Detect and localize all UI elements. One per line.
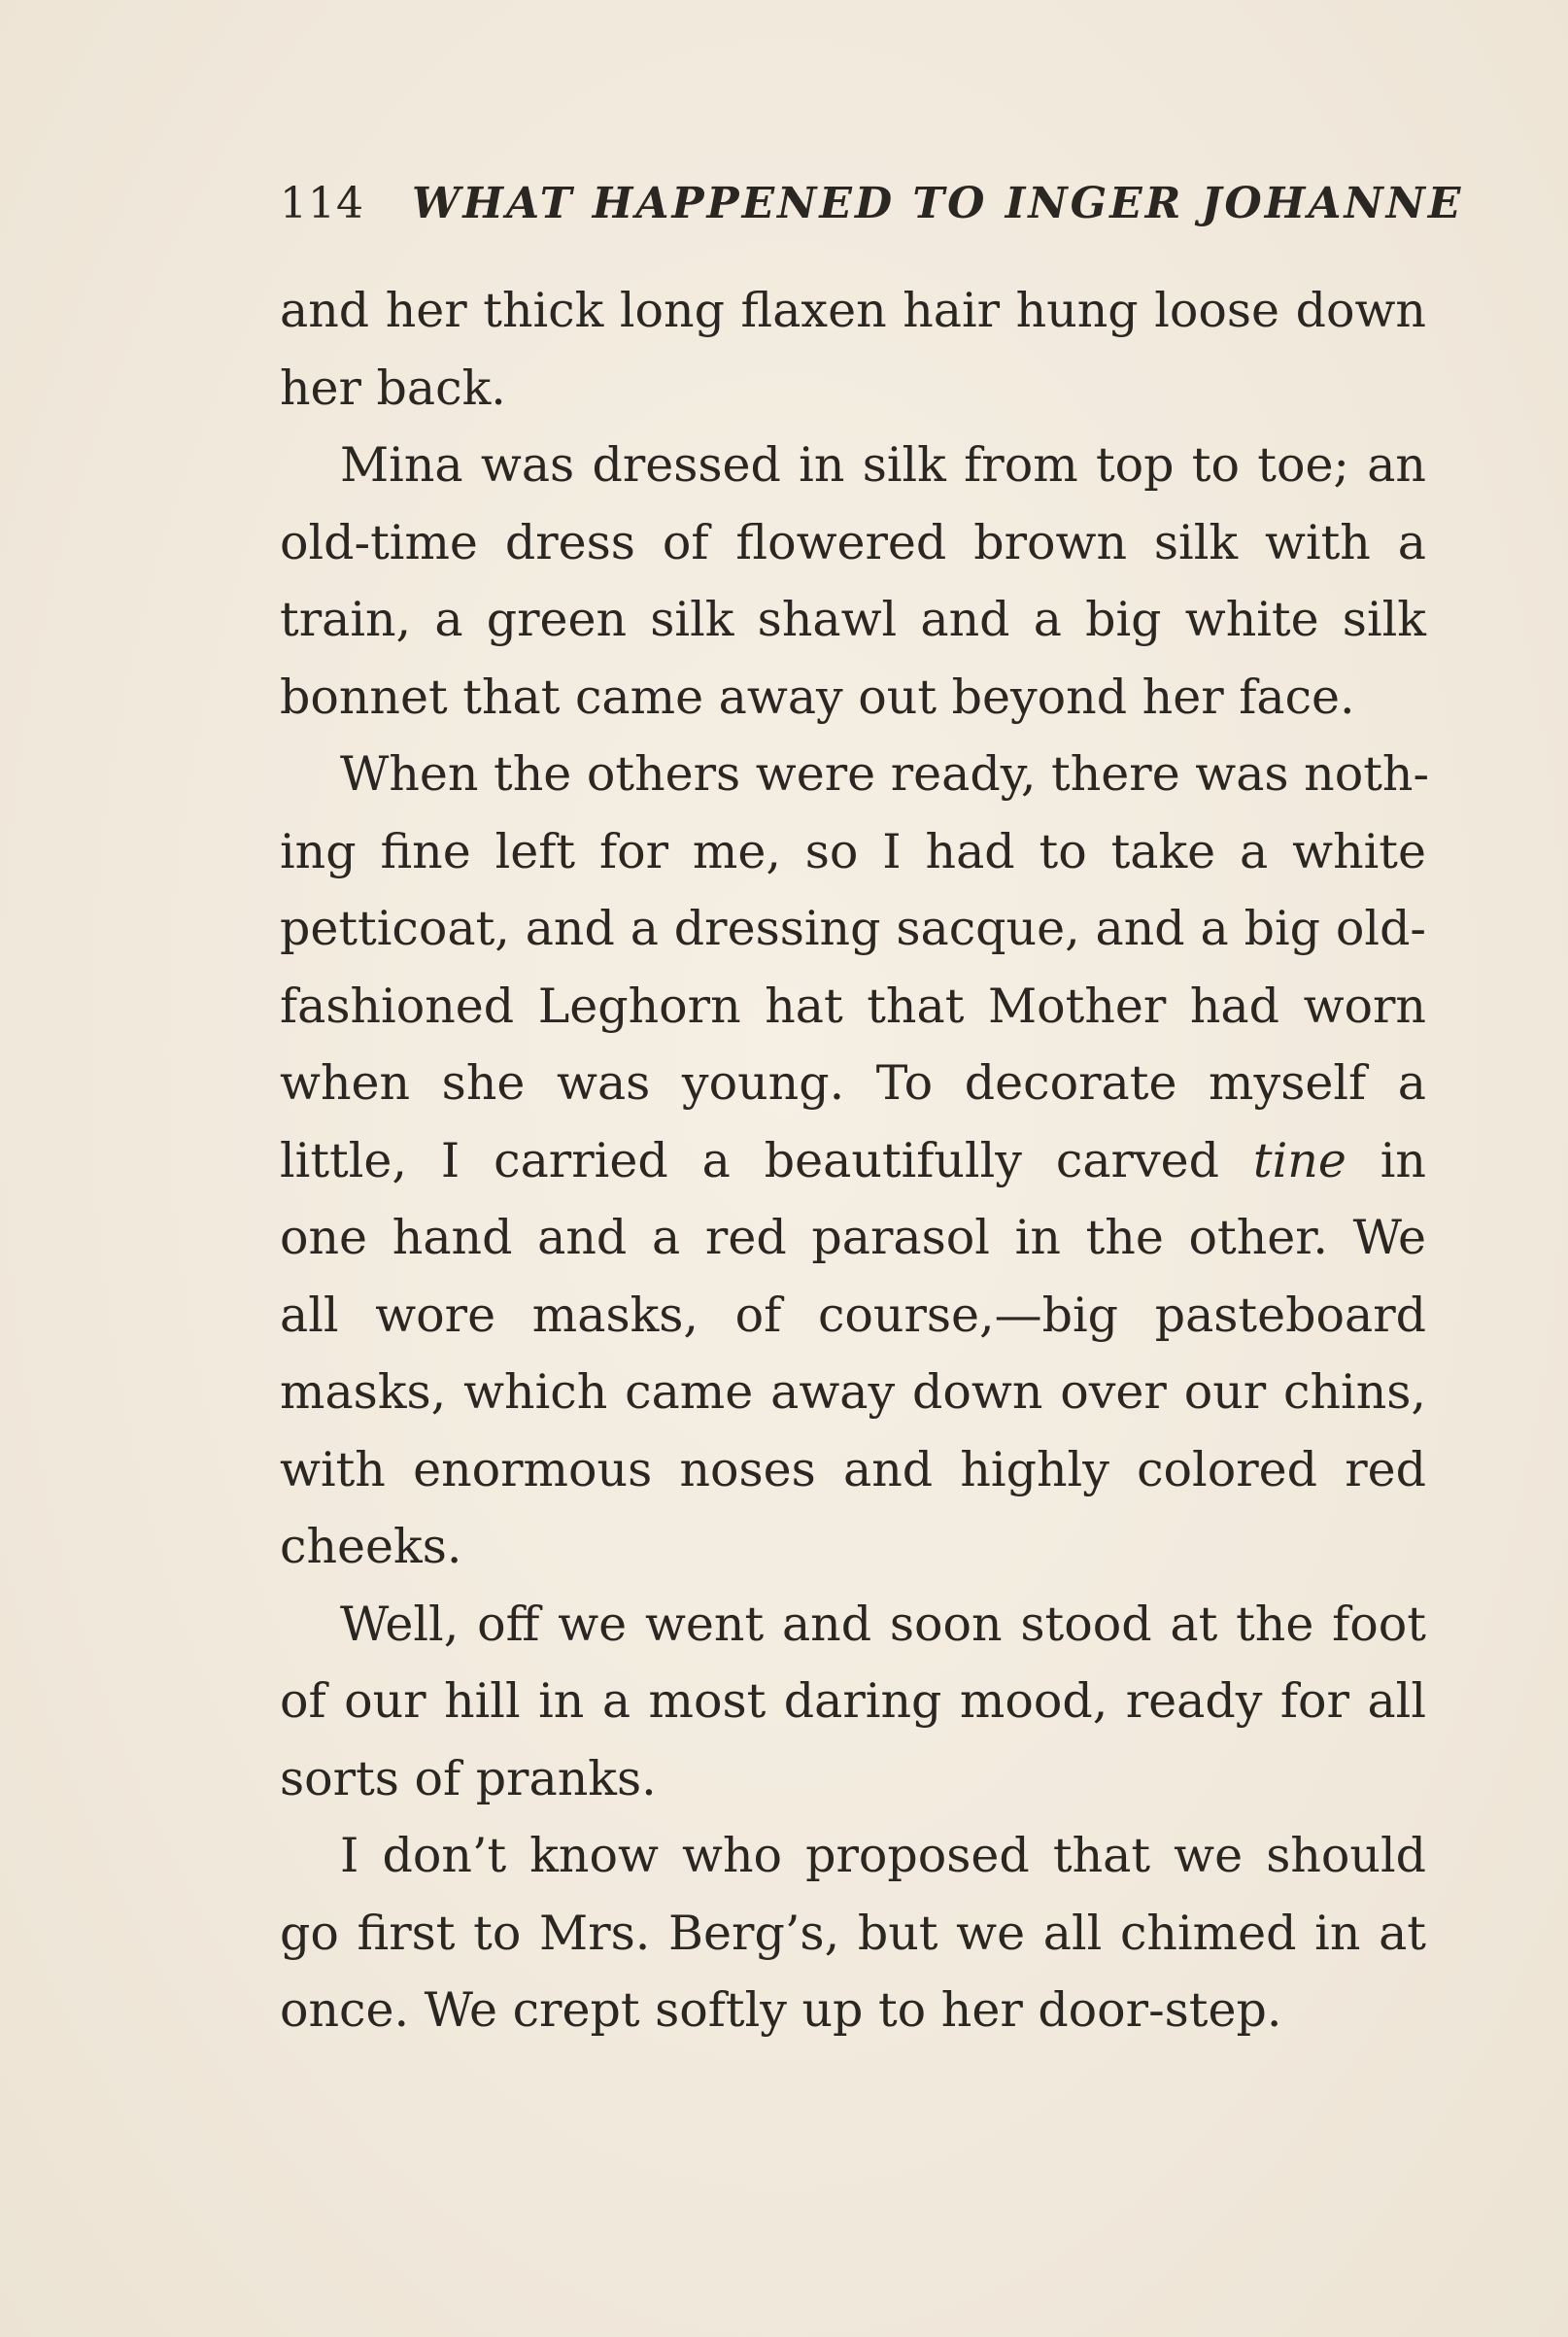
italic-word: tine	[1252, 1132, 1346, 1188]
text-line: with enormous noses and highly colored red	[280, 1441, 1426, 1497]
text-line: old-time dress of flowered brown silk with a	[280, 514, 1426, 570]
text-line: Well, off we went and soon stood at the foot	[340, 1596, 1426, 1652]
text-line: ing fine left for me, so I had to take a white	[280, 823, 1426, 879]
text-line: sorts of pranks.	[280, 1750, 657, 1806]
text-segment: in	[1346, 1132, 1426, 1188]
text-line: train, a green silk shawl and a big white silk	[280, 592, 1426, 647]
body-text	[280, 272, 1430, 2049]
text-line: all wore masks, of course,—big pasteboard	[280, 1287, 1426, 1343]
text-line: go first to Mrs. Berg’s, but we all chimed in at	[280, 1905, 1426, 1961]
text-line: petticoat, and a dressing sacque, and a big old-	[280, 901, 1426, 956]
book-title: WHAT HAPPENED TO INGER JOHANNE	[411, 179, 1464, 228]
text-line: When the others were ready, there was noth-	[340, 746, 1430, 802]
text-line: bonnet that came away out beyond her face.	[280, 669, 1355, 725]
text-line	[280, 1122, 1426, 1200]
text-segment: little, I carried a beautifully carved	[280, 1132, 1253, 1188]
running-head	[280, 175, 1464, 233]
text-line: Mina was dressed in silk from top to toe; an	[340, 437, 1426, 493]
text-line: once. We crept softly up to her door-step.	[280, 1982, 1282, 2038]
text-line: fashioned Leghorn hat that Mother had worn	[280, 978, 1426, 1034]
text-line: when she was young. To decorate myself a	[280, 1055, 1426, 1111]
text-line: cheeks.	[280, 1519, 462, 1574]
text-line: I don’t know who proposed that we should	[340, 1828, 1426, 1883]
text-line: and her thick long flaxen hair hung loose down	[280, 283, 1426, 338]
text-line: her back.	[280, 360, 506, 416]
text-line: one hand and a red parasol in the other. We	[280, 1210, 1426, 1265]
page-number: 114	[280, 179, 364, 228]
text-line: of our hill in a most daring mood, ready for all	[280, 1673, 1426, 1729]
text-line: masks, which came away down over our chins,	[280, 1364, 1426, 1420]
